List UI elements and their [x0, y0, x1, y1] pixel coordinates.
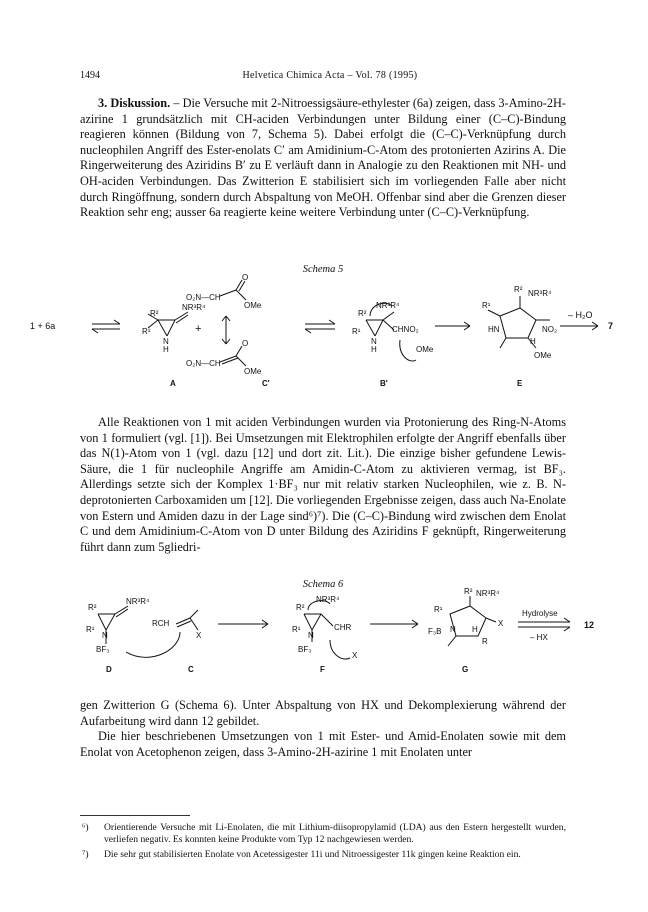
- footnote-text: Die sehr gut stabilisierten Enolate von Acetessigester 11i und Nitroessigester 11k gingen keine Reaktion ein.: [104, 848, 521, 860]
- schema6-c-x: X: [196, 631, 202, 640]
- footnote-mark: ⁷): [82, 848, 89, 860]
- schema5-label-a: A: [170, 379, 176, 388]
- schema6-g-nr3r4: NR³R⁴: [476, 589, 500, 598]
- paragraph-2-text: Alle Reaktionen von 1 mit aciden Verbindungen wurden via Protonierung des Ring-N-Atoms von 1 formuliert (vgl. [1]). Bei Umsetzungen mit Elektrophilen erfolgte der Angriff ebenfalls über das N(1)-Atom von 1 (vgl. dazu [12] und dort zit. Lit.). Die einzige bisher gefundene Lewis-Säure, die 1 für nucleophile Angriffe am Amidin-C-Atom zu aktivieren vermag, ist BF₃. Allerdings setzte sich der Komplex 1·BF₃ nur mit relativ starken Nucleophilen, wie z. B. N-deprotonierten Carboxamiden um [12]. Die vorliegenden Ergebnisse zeigen, dass auch Na-Enolate von Estern und Amiden dazu in der Lage sind⁶)⁷). Die (C–C)-Bindung wird zwischen dem Enolat C und dem Amidinium-C-Atom von D unter Bildung des Aziridins F geknüpft, Ringerweiterung führt dann zum 5gliedri-: [80, 415, 566, 554]
- schema6-g-r: R: [482, 637, 488, 646]
- schema5-e-r2: R²: [514, 285, 523, 294]
- schema6-f-bf3: BF₃: [298, 645, 312, 654]
- schema5-a-r1: R¹: [142, 327, 151, 336]
- schema5-e-no2: NO₂: [542, 325, 558, 334]
- schema5-c-o2nch-bottom: O₂N—CH: [186, 359, 221, 368]
- footnote-7: [80, 849, 566, 861]
- schema6-label-c: C: [188, 665, 194, 674]
- schema5-a-n: N: [163, 337, 169, 346]
- schema6-g-r1: R¹: [434, 605, 443, 614]
- schema-5-title: Schema 5: [302, 264, 344, 275]
- schema-6-title: Schema 6: [302, 579, 344, 590]
- schema6-hydrolyse: Hydrolyse: [522, 609, 558, 618]
- schema6-product: 12: [584, 620, 595, 630]
- schema6-d-nr3r4: NR³R⁴: [126, 597, 150, 606]
- schema6-label-d: D: [106, 665, 112, 674]
- schema6-g-r2: R²: [464, 587, 473, 596]
- schema5-a-r2: R²: [150, 309, 159, 318]
- schema6-label-f: F: [320, 665, 325, 674]
- schema5-a-h: H: [163, 345, 169, 354]
- discussion-paragraph: [80, 96, 566, 221]
- schema6-d-n: N: [102, 631, 108, 640]
- schema6-d-r1: R¹: [86, 625, 95, 634]
- discussion-paragraph-3: [80, 698, 566, 760]
- footnote-rule: [80, 815, 190, 816]
- discussion-text: – Die Versuche mit 2-Nitroessigsäure-ethylester (6a) zeigen, dass 3-Amino-2H-azirine 1 grundsätzlich mit CH-aciden Verbindungen unter Bildung einer (C–C)-Bindung reagieren können (Bildung von 7, Schema 5). Dabei erfolgt die (C–C)-Verknüpfung durch nucleophilen Angriff des Ester-enolats C′ am Amidinium-C-Atom des protonierten Azirins A. Die Ringerweiterung des Aziridins B′ zu E verläuft dann in Analogie zu den Reaktionen mit NH- und OH-aciden Verbindungen. Das Zwitterion E stabilisiert sich im vorliegenden Falle aber nicht durch Ringöffnung, sondern durch Abspaltung von MeOH. Offenbar sind aber die Grenzen dieser Reaktion sehr eng; ausser 6a reagierte keine weitere Verbindung unter (C–C)-Verknüpfung.: [80, 96, 566, 220]
- footnote-text: Orientierende Versuche mit Li-Enolaten, die mit Lithium-diisopropylamid (LDA) aus den Estern hergestellt wurden, verliefen negativ. Es konnten keine Produkte vom Typ 12 nachgewiesen werden.: [104, 822, 566, 846]
- page-number: 1494: [80, 70, 100, 81]
- schema6-f-nr3r4: NR³R⁴: [316, 595, 340, 604]
- schema6-f-n: N: [308, 631, 314, 640]
- page-header: [80, 70, 580, 84]
- footnote-6: [80, 822, 566, 847]
- schema6-f-r1: R¹: [292, 625, 301, 634]
- schema5-e-ome: OMe: [534, 351, 552, 360]
- schema5-b-ome: OMe: [416, 345, 434, 354]
- schema-5-diagram: [30, 273, 630, 390]
- schema6-d-r2: R²: [88, 603, 97, 612]
- schema5-e-hn: HN: [488, 325, 500, 334]
- schema5-reactant: 1 + 6a: [30, 321, 56, 331]
- schema5-a-nr3r4: NR³R⁴: [182, 303, 206, 312]
- schema5-plus: +: [195, 323, 202, 335]
- paragraph-4-text: Die hier beschriebenen Umsetzungen von 1 mit Ester- und Amid-Enolaten sowie mit dem Enolat von Acetophenon zeigen, dass 3-Amino-2H-azirine 1 mit Enolaten unter: [80, 729, 566, 759]
- schema5-b-r1: R¹: [352, 327, 361, 336]
- footnote-mark: ⁶): [82, 822, 89, 833]
- schema5-c-o-top: O: [242, 273, 249, 282]
- schema5-label-b: B′: [380, 379, 388, 388]
- schema6-f-x: X: [352, 651, 358, 660]
- schema5-label-c: C′: [262, 379, 270, 388]
- schema5-b-r2: R²: [358, 309, 367, 318]
- schema6-f-r2: R²: [296, 603, 305, 612]
- schema5-e-h: H: [530, 337, 536, 346]
- schema5-h2o: – H₂O: [568, 310, 593, 320]
- footnotes: [80, 822, 566, 863]
- schema5-b-nr3r4: NR³R⁴: [376, 301, 400, 310]
- schema6-c-rch: RCH: [152, 619, 170, 628]
- running-title: Helvetica Chimica Acta – Vol. 78 (1995): [242, 70, 418, 81]
- schema5-c-ome-top: OMe: [244, 301, 262, 310]
- schema6-label-g: G: [462, 665, 469, 674]
- schema5-b-chno2: CHNO₂: [392, 325, 419, 334]
- schema5-c-ome-bottom: OMe: [244, 367, 262, 376]
- discussion-paragraph-2: [80, 415, 566, 555]
- schema-6-diagram: [30, 587, 630, 676]
- schema5-product: 7: [608, 321, 614, 331]
- schema5-label-e: E: [517, 379, 523, 388]
- schema5-b-n: N: [371, 337, 377, 346]
- schema5-e-r1: R¹: [482, 301, 491, 310]
- paragraph-3-text: gen Zwitterion G (Schema 6). Unter Abspaltung von HX und Dekomplexierung während der Aufarbeitung wird dann 12 gebildet.: [80, 698, 566, 728]
- section-heading: 3. Diskussion.: [98, 96, 171, 110]
- schema6-f-chr: CHR: [334, 623, 352, 632]
- schema5-c-o2nch-top: O₂N—CH: [186, 293, 221, 302]
- schema6-d-bf3: BF₃: [96, 645, 110, 654]
- schema5-e-nr3r4: NR³R⁴: [528, 289, 552, 298]
- schema5-c-o-bottom: O: [242, 339, 249, 348]
- schema6-g-x: X: [498, 619, 504, 628]
- schema6-g-h: H: [472, 625, 478, 634]
- schema6-g-f3b: F₃B: [428, 627, 442, 636]
- schema6-hx: – HX: [530, 633, 548, 642]
- schema5-b-h: H: [371, 345, 377, 354]
- schema6-g-n: N: [450, 625, 456, 634]
